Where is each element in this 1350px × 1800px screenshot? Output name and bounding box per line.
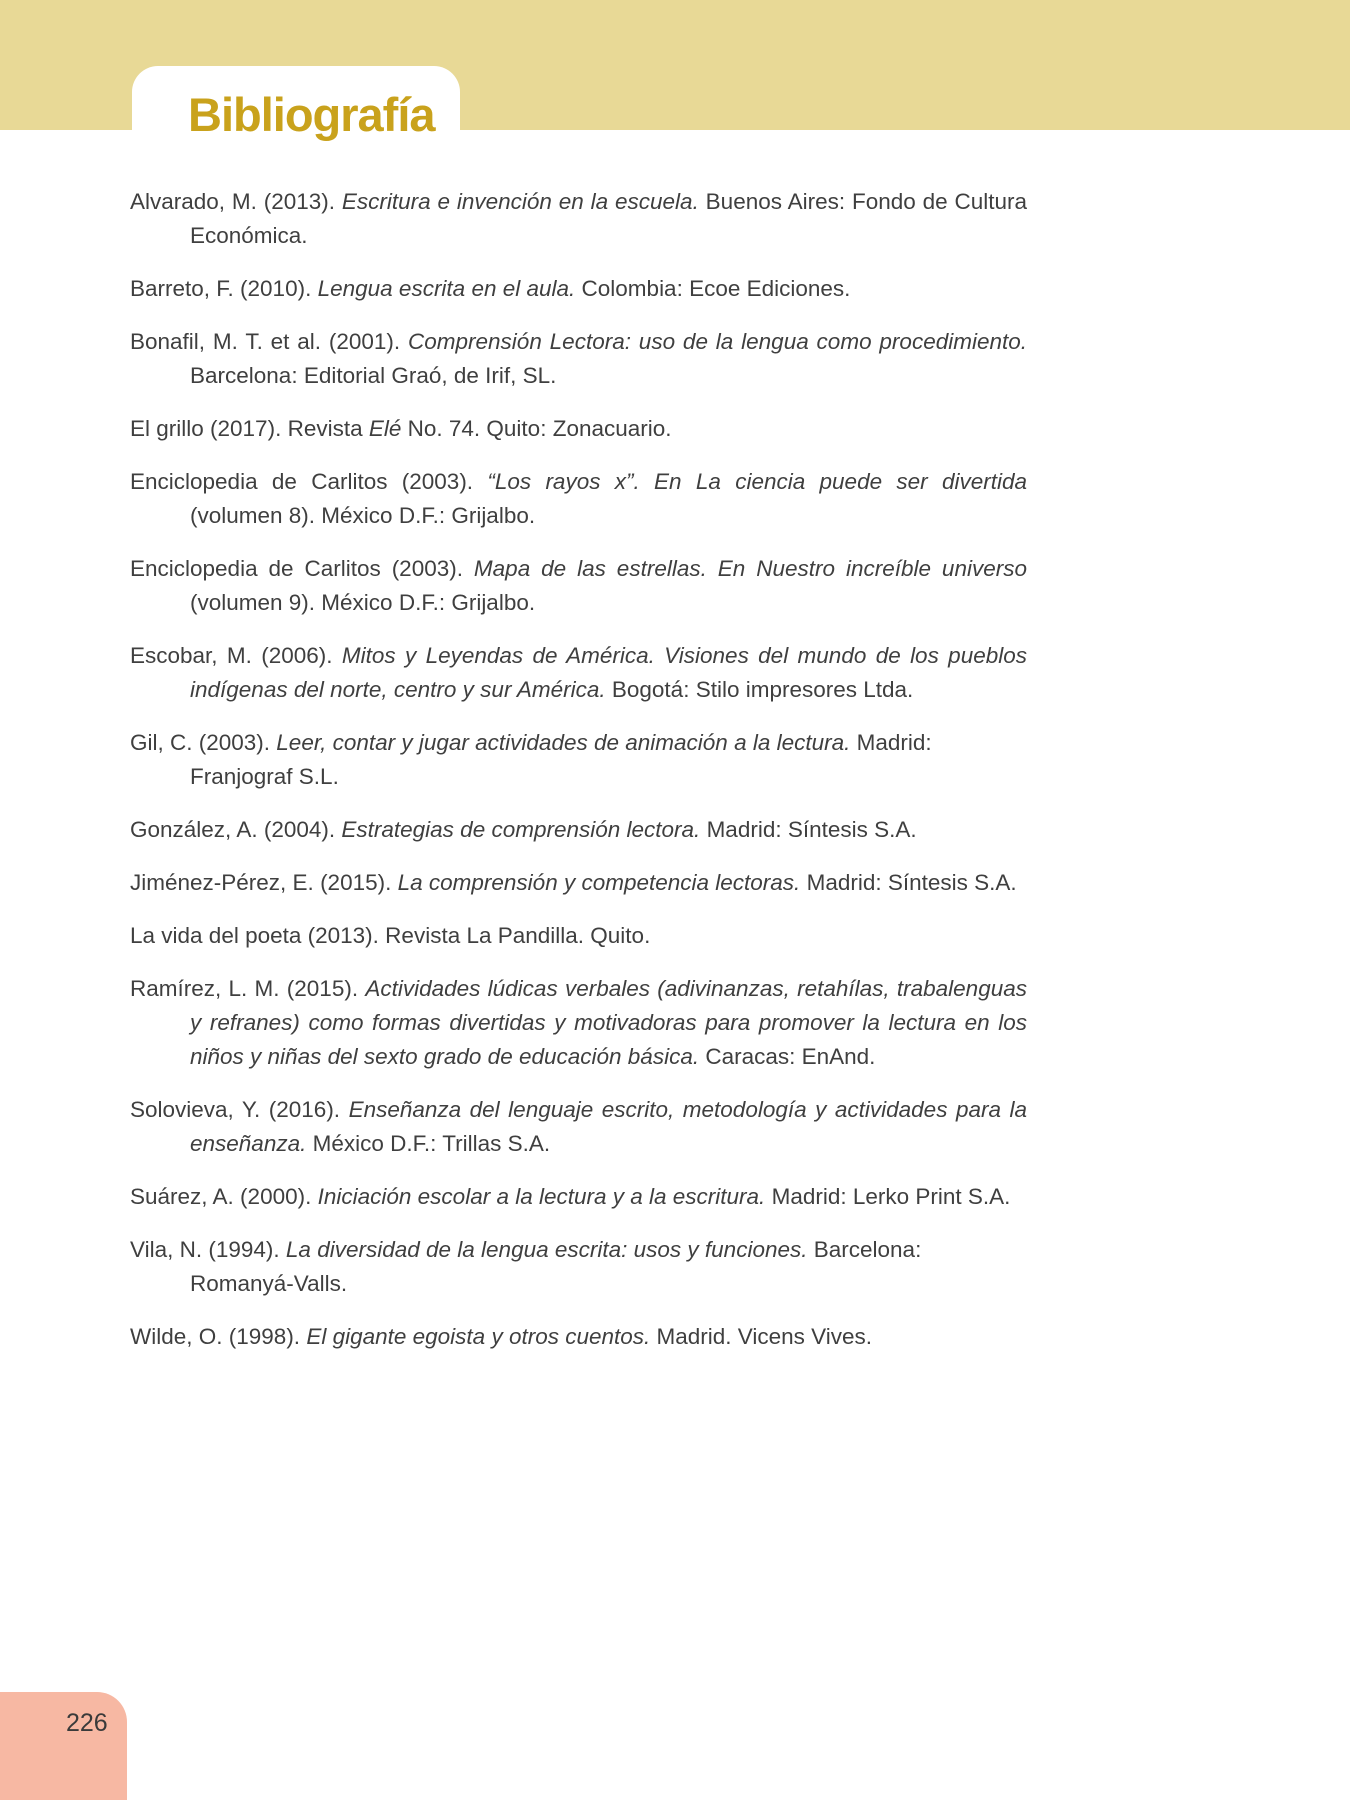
bibliography-list xyxy=(130,185,1027,1373)
reference-item: Wilde, O. (1998). El gigante egoista y otros cuentos. Madrid. Vicens Vives. xyxy=(130,1324,873,1349)
reference-item: González, A. (2004). Estrategias de comprensión lectora. Madrid: Síntesis S.A. xyxy=(130,817,917,842)
reference-item: Solovieva, Y. (2016). Enseñanza del lenguaje escrito, metodología y actividades para la enseñanza. México D.F.: Trillas S.A. xyxy=(130,1097,1027,1156)
page-number-tab xyxy=(0,1692,127,1800)
reference-item: Barreto, F. (2010). Lengua escrita en el aula. Colombia: Ecoe Ediciones. xyxy=(130,276,851,301)
reference-item: Enciclopedia de Carlitos (2003). Mapa de las estrellas. En Nuestro increíble universo (volumen 9). México D.F.: Grijalbo. xyxy=(130,556,1027,615)
reference-item: Suárez, A. (2000). Iniciación escolar a la lectura y a la escritura. Madrid: Lerko Print S.A. xyxy=(130,1184,1011,1209)
reference-item: Jiménez-Pérez, E. (2015). La comprensión y competencia lectoras. Madrid: Síntesis S.A. xyxy=(130,870,1017,895)
reference-item: Escobar, M. (2006). Mitos y Leyendas de América. Visiones del mundo de los pueblos indígenas del norte, centro y sur América. Bogotá: Stilo impresores Ltda. xyxy=(130,643,1027,702)
page-title: Bibliografía xyxy=(188,88,435,141)
reference-item: Enciclopedia de Carlitos (2003). “Los rayos x”. En La ciencia puede ser divertida (volumen 8). México D.F.: Grijalbo. xyxy=(130,469,1027,528)
reference-item: Gil, C. (2003). Leer, contar y jugar actividades de animación a la lectura. Madrid: Franjograf S.L. xyxy=(130,730,932,789)
reference-item: Alvarado, M. (2013). Escritura e invención en la escuela. Buenos Aires: Fondo de Cultura Económica. xyxy=(130,189,1028,248)
reference-item: Ramírez, L. M. (2015). Actividades lúdicas verbales (adivinanzas, retahílas, trabalenguas y refranes) como formas divertidas y motivadoras para promover la lectura en los niños y niñas del sexto grado de educación básica. Caracas: EnAnd. xyxy=(130,976,1027,1069)
reference-item: El grillo (2017). Revista Elé No. 74. Quito: Zonacuario. xyxy=(130,416,672,441)
reference-item: Vila, N. (1994). La diversidad de la lengua escrita: usos y funciones. Barcelona: Romanyá-Valls. xyxy=(130,1237,922,1296)
page-number: 226 xyxy=(66,1709,108,1737)
reference-item: La vida del poeta (2013). Revista La Pandilla. Quito. xyxy=(130,923,651,948)
reference-item: Bonafil, M. T. et al. (2001). Comprensión Lectora: uso de la lengua como procedimiento. Barcelona: Editorial Graó, de Irif, SL. xyxy=(130,329,1027,388)
